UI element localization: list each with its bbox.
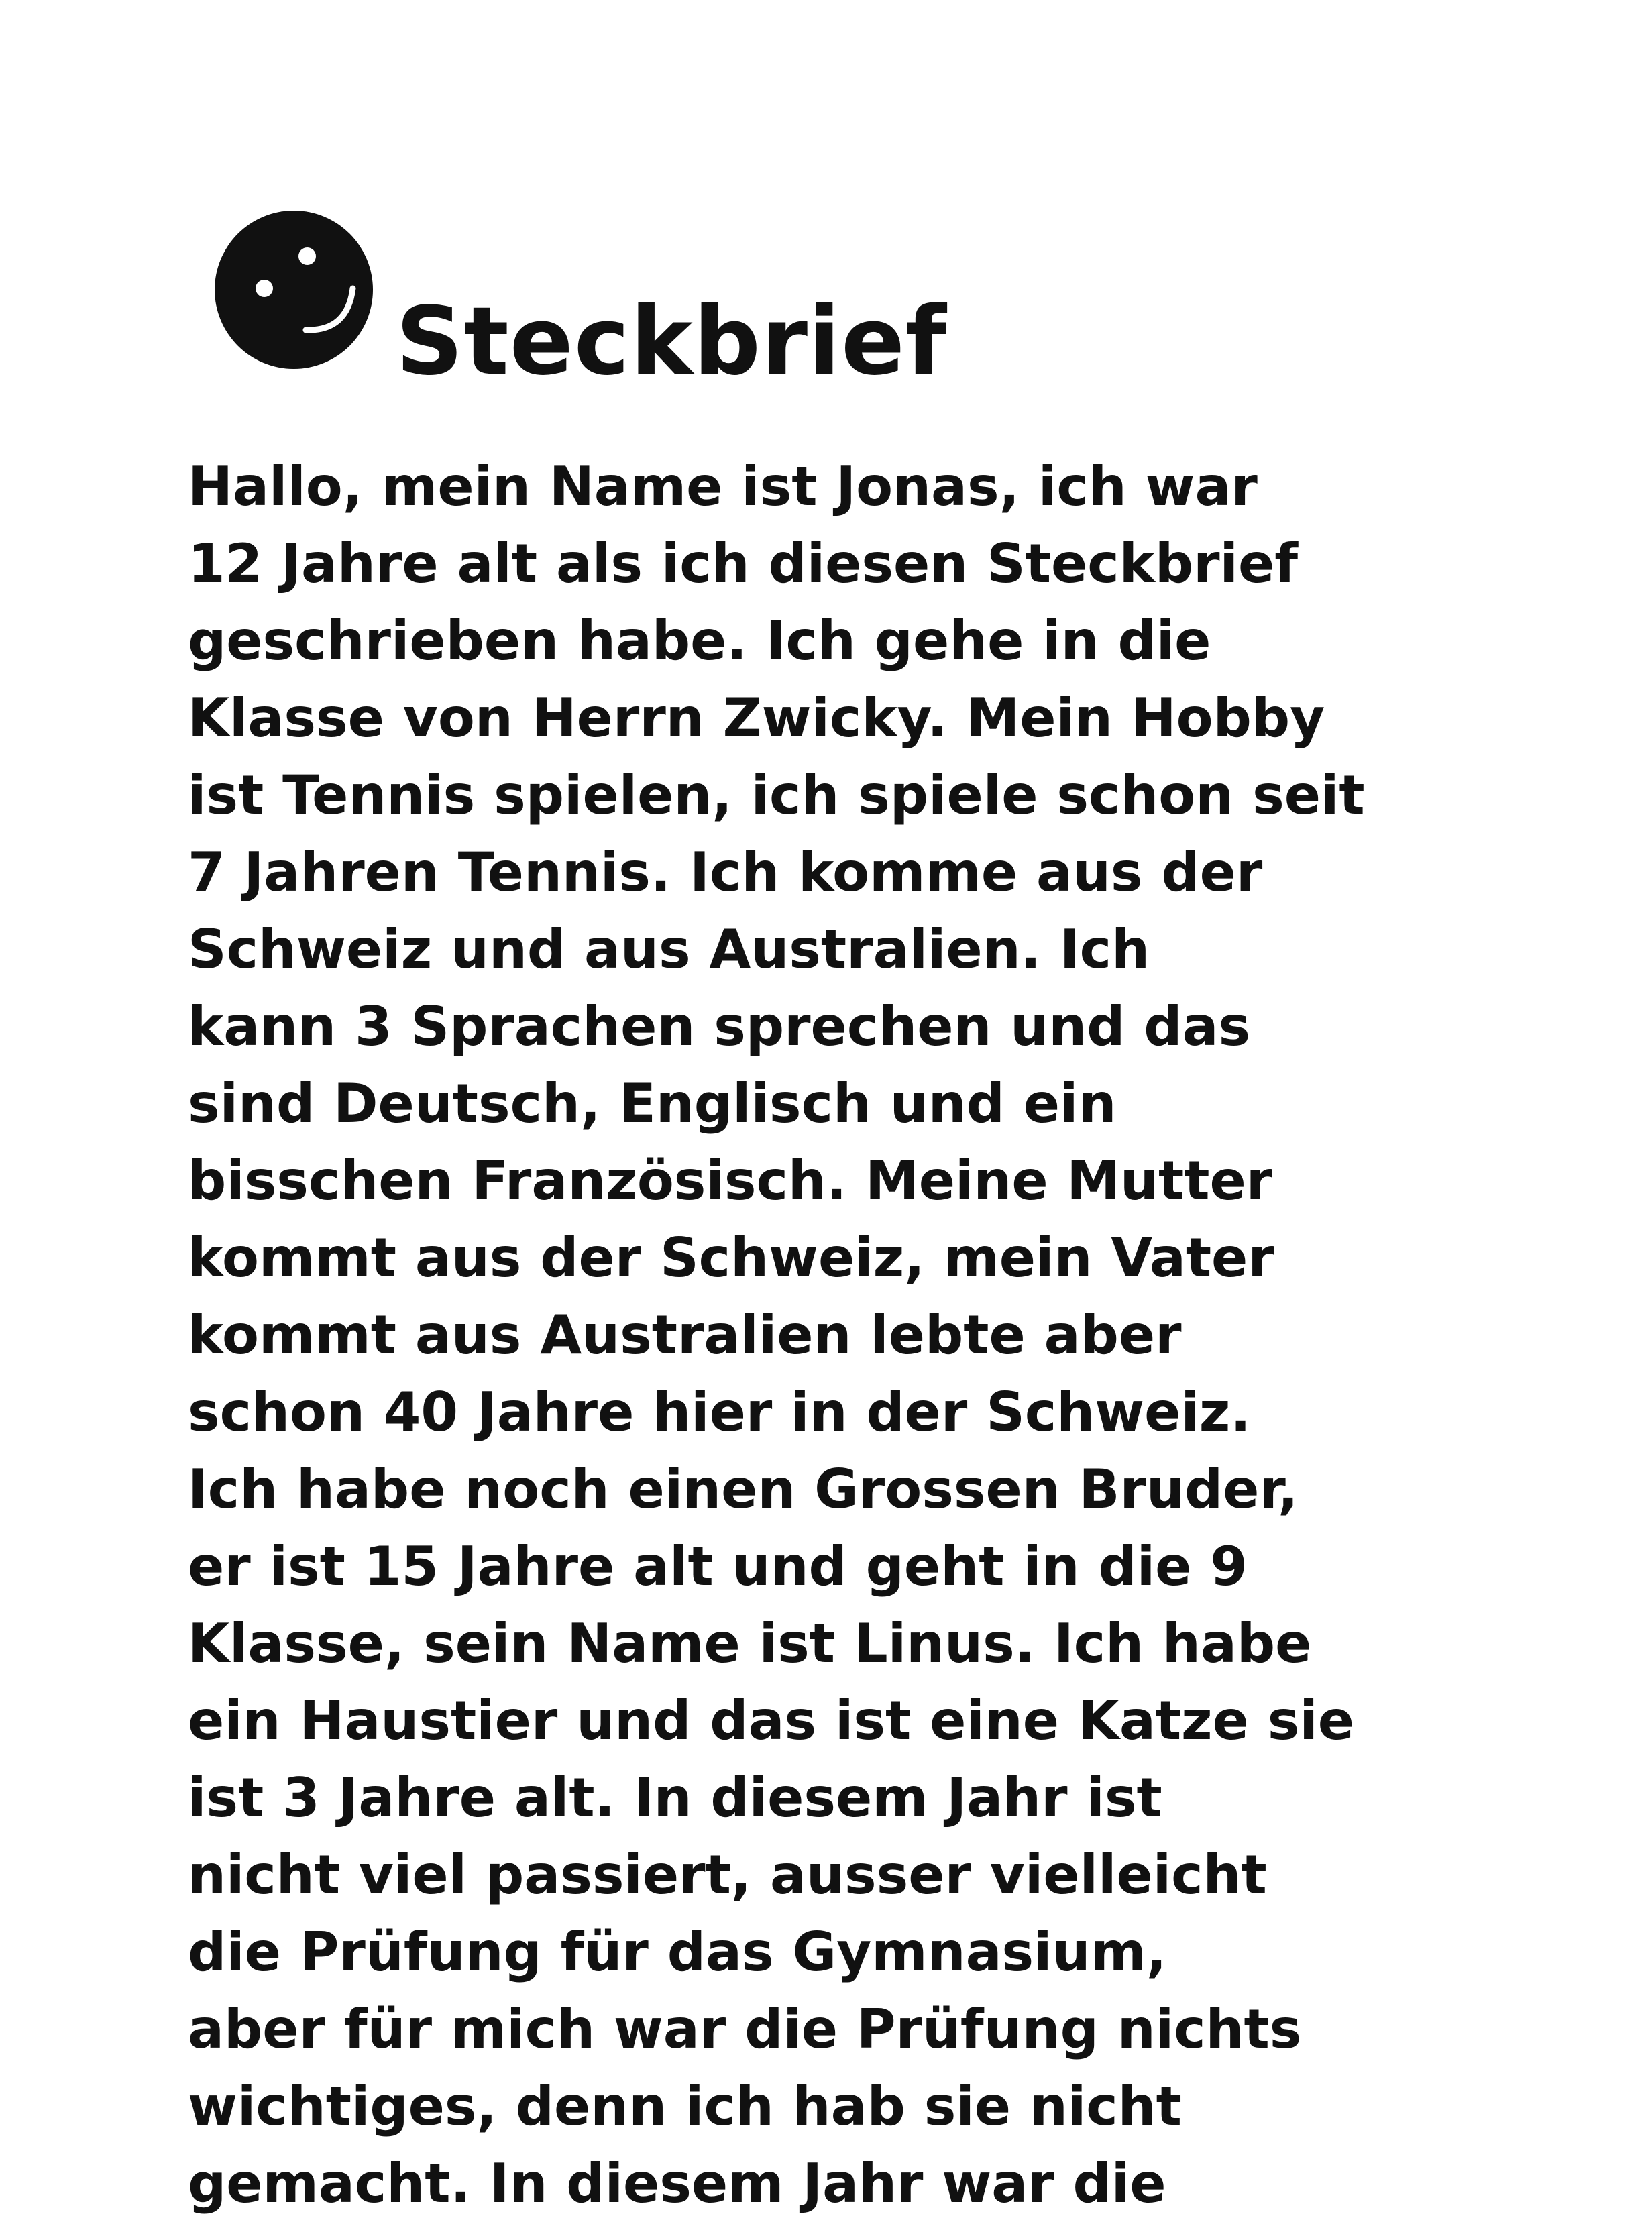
text-line: kommt aus der Schweiz, mein Vater xyxy=(188,1227,1274,1289)
text-line: 7 Jahren Tennis. Ich komme aus der xyxy=(188,841,1263,903)
text-line: die Prüfung für das Gymnasium, xyxy=(188,1921,1167,1983)
text-line: nicht viel passiert, ausser vielleicht xyxy=(188,1844,1267,1906)
text-line: Klasse von Herrn Zwicky. Mein Hobby xyxy=(188,687,1325,749)
text-line: Ich habe noch einen Grossen Bruder, xyxy=(188,1458,1299,1520)
text-line: Klasse, sein Name ist Linus. Ich habe xyxy=(188,1612,1312,1675)
text-line: bisschen Französisch. Meine Mutter xyxy=(188,1150,1273,1212)
text-line: ist Tennis spielen, ich spiele schon seit xyxy=(188,764,1365,826)
text-line: kommt aus Australien lebte aber xyxy=(188,1304,1182,1366)
text-line: ist 3 Jahre alt. In diesem Jahr ist xyxy=(188,1767,1162,1829)
body-text xyxy=(188,448,1610,2222)
text-line: kann 3 Sprachen sprechen und das xyxy=(188,995,1251,1058)
text-line: 12 Jahre alt als ich diesen Steckbrief xyxy=(188,533,1299,595)
page-title: Steckbrief xyxy=(396,287,947,396)
text-line: ein Haustier und das ist eine Katze sie xyxy=(188,1689,1355,1752)
text-line: aber für mich war die Prüfung nichts xyxy=(188,1998,1302,2060)
text-line: sind Deutsch, Englisch und ein xyxy=(188,1072,1117,1135)
smiley-face-icon xyxy=(213,209,374,370)
text-line: er ist 15 Jahre alt und geht in die 9 xyxy=(188,1535,1248,1598)
text-line: Hallo, mein Name ist Jonas, ich war xyxy=(188,455,1258,518)
text-line: schon 40 Jahre hier in der Schweiz. xyxy=(188,1381,1251,1443)
text-line: Schweiz und aus Australien. Ich xyxy=(188,918,1150,981)
text-line: geschrieben habe. Ich gehe in die xyxy=(188,610,1211,672)
text-line: wichtiges, denn ich hab sie nicht xyxy=(188,2075,1182,2137)
text-line: gemacht. In diesem Jahr war die xyxy=(188,2152,1166,2215)
